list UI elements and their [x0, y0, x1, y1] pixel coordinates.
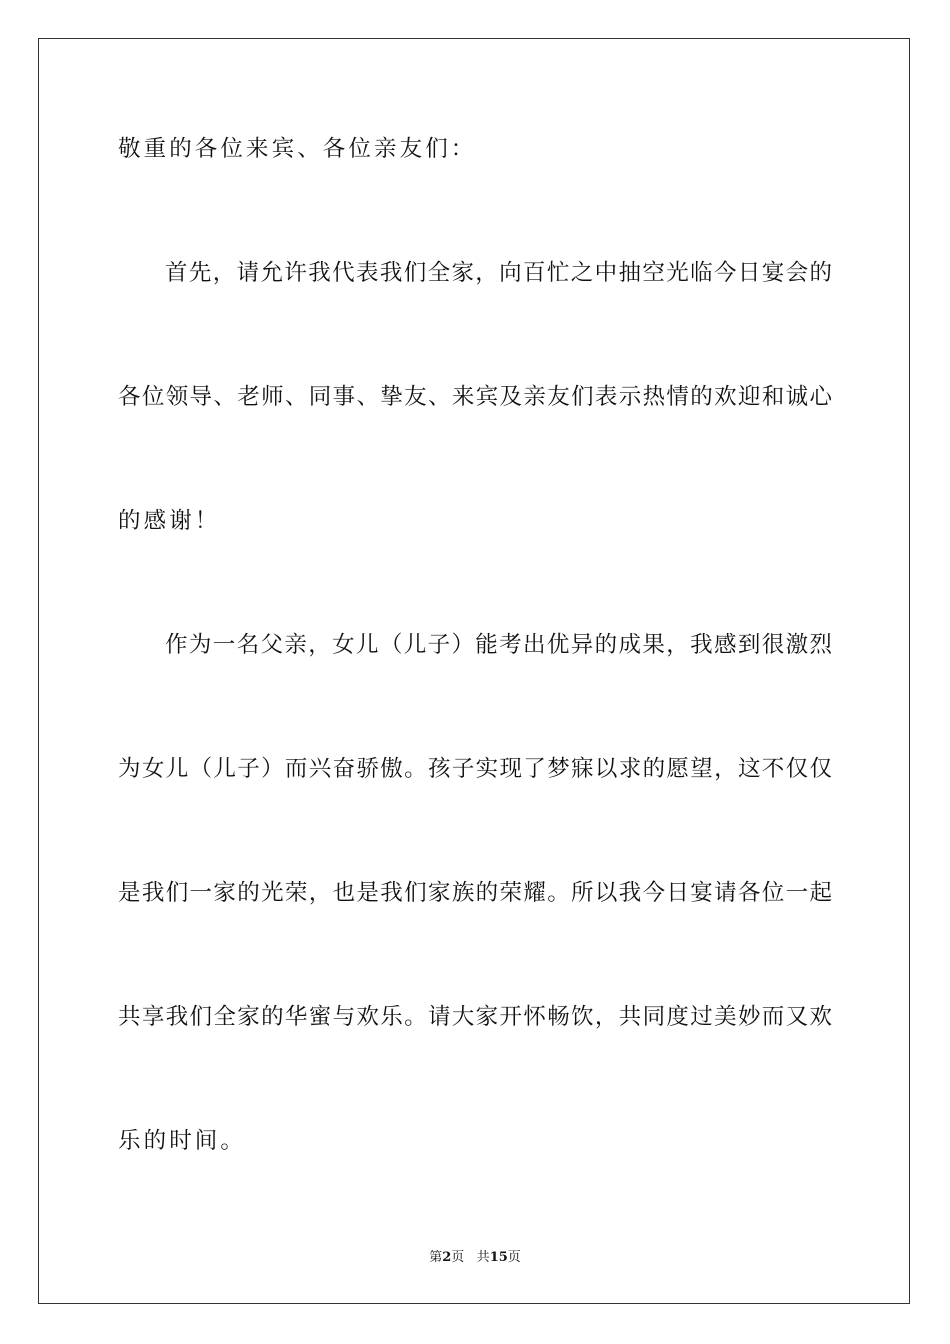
paragraph-2-line-1: 作为一名父亲，女儿（儿子）能考出优异的成果，我感到很激烈 — [165, 632, 832, 658]
paragraph-2-line-2: 为女儿（儿子）而兴奋骄傲。孩子实现了梦寐以求的愿望，这不仅仅 — [118, 756, 832, 782]
total-prefix: 共 — [476, 1250, 490, 1265]
paragraph-1-line-3: 的感谢！ — [118, 508, 221, 534]
total-suffix: 页 — [507, 1250, 521, 1265]
salutation-line: 敬重的各位来宾、各位亲友们： — [118, 136, 477, 162]
paragraph-1-line-1: 首先，请允许我代表我们全家，向百忙之中抽空光临今日宴会的 — [165, 260, 832, 286]
paragraph-1-line-2: 各位领导、老师、同事、挚友、来宾及亲友们表示热情的欢迎和诚心 — [118, 384, 832, 410]
page-suffix: 页 — [451, 1250, 465, 1265]
total-pages: 15 — [489, 1250, 508, 1265]
paragraph-2-line-3: 是我们一家的光荣，也是我们家族的荣耀。所以我今日宴请各位一起 — [118, 880, 832, 906]
page-prefix: 第 — [429, 1250, 443, 1265]
paragraph-2-line-5: 乐的时间。 — [118, 1128, 247, 1154]
page-number: 2 — [442, 1250, 452, 1265]
paragraph-2-line-4: 共享我们全家的华蜜与欢乐。请大家开怀畅饮，共同度过美妙而又欢 — [118, 1004, 832, 1030]
page-footer — [0, 1246, 950, 1265]
page-border — [38, 38, 910, 1304]
